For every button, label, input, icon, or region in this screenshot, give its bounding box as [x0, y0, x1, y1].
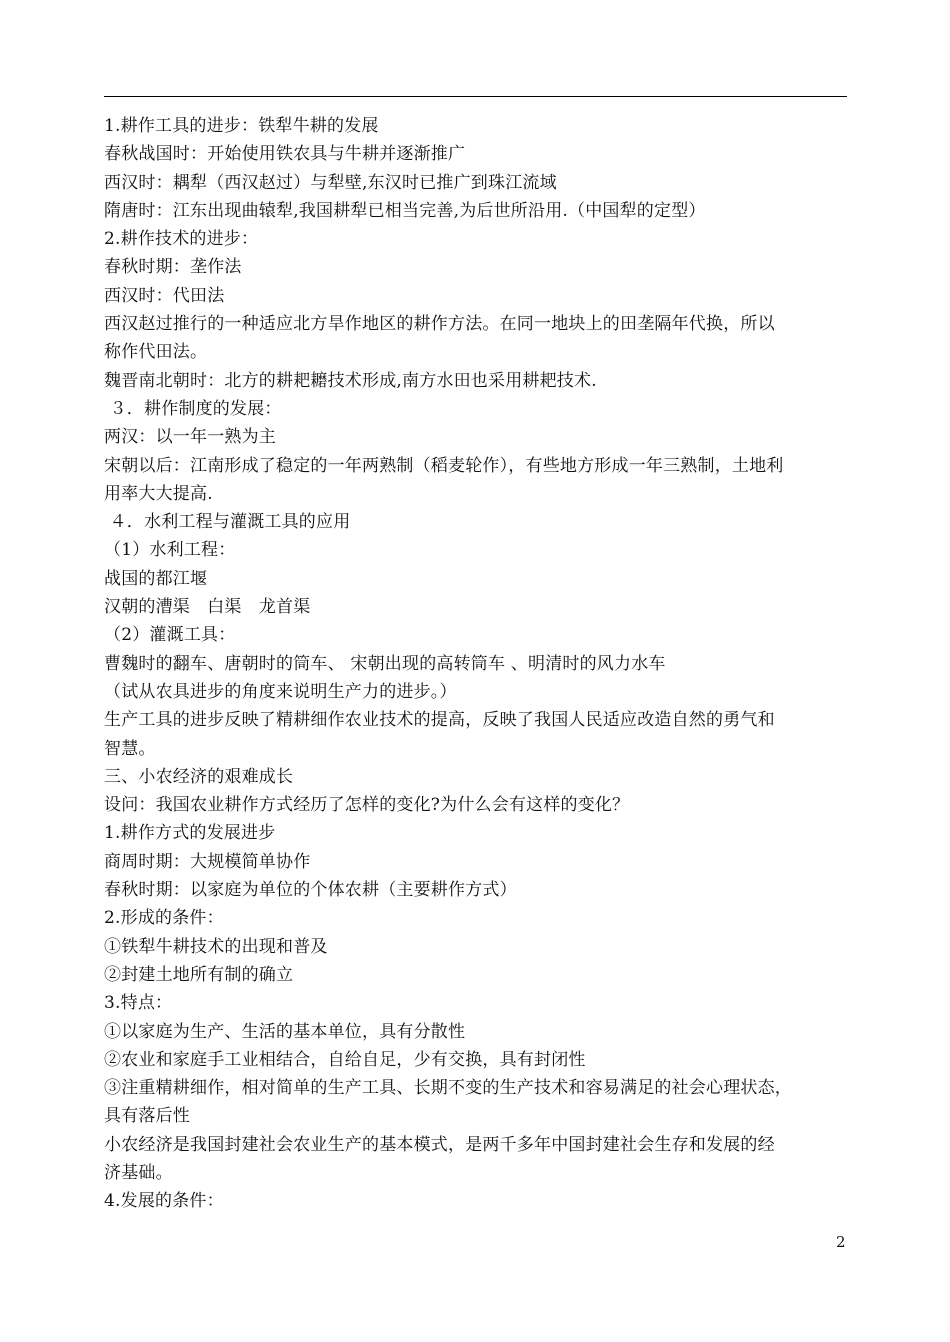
text-line: 宋朝以后：江南形成了稳定的一年两熟制（稻麦轮作），有些地方形成一年三熟制，土地利	[104, 455, 784, 476]
document-body	[104, 112, 850, 1216]
text-line: ②农业和家庭手工业相结合，自给自足，少有交换，具有封闭性	[104, 1049, 586, 1070]
text-line: 两汉：以一年一熟为主	[104, 427, 276, 448]
text-line: 具有落后性	[104, 1106, 190, 1127]
text-line: ３．耕作制度的发展：	[104, 398, 282, 419]
text-line: 春秋时期：以家庭为单位的个体农耕（主要耕作方式）	[104, 880, 517, 901]
text-line: 春秋战国时：开始使用铁农具与牛耕并逐渐推广	[104, 144, 466, 165]
text-line: （2）灌溉工具：	[104, 625, 236, 646]
text-line: 西汉时：耦犁（西汉赵过）与犁壁,东汉时已推广到珠江流域	[104, 172, 557, 193]
text-line: 智慧。	[104, 738, 156, 759]
text-line: ③注重精耕细作，相对简单的生产工具、长期不变的生产技术和容易满足的社会心理状态，	[104, 1078, 792, 1099]
text-line: ②封建土地所有制的确立	[104, 964, 294, 985]
text-line: 1.耕作方式的发展进步	[104, 823, 276, 844]
text-line: 设问：我国农业耕作方式经历了怎样的变化?为什么会有这样的变化？	[104, 795, 630, 816]
text-line: （1）水利工程：	[104, 540, 236, 561]
text-line: 生产工具的进步反映了精耕细作农业技术的提高，反映了我国人民适应改造自然的勇气和	[104, 710, 775, 731]
text-line: 小农经济是我国封建社会农业生产的基本模式，是两千多年中国封建社会生存和发展的经	[104, 1134, 775, 1155]
text-line: 春秋时期：垄作法	[104, 257, 242, 278]
text-line: 隋唐时：江东出现曲辕犁,我国耕犁已相当完善,为后世所沿用.（中国犁的定型）	[104, 200, 706, 221]
text-line: 2.耕作技术的进步：	[104, 229, 259, 250]
text-line: 商周时期：大规模简单协作	[104, 851, 311, 872]
text-line: 西汉赵过推行的一种适应北方旱作地区的耕作方法。在同一地块上的田垄隔年代换，所以	[104, 314, 775, 335]
text-line: 用率大大提高.	[104, 483, 213, 504]
text-line: （试从农具进步的角度来说明生产力的进步。）	[104, 681, 457, 702]
text-line: 2.形成的条件：	[104, 908, 224, 929]
text-line: 称作代田法。	[104, 342, 208, 363]
text-line: 魏晋南北朝时：北方的耕耙耱技术形成,南方水田也采用耕耙技术.	[104, 370, 597, 391]
text-line: 1.耕作工具的进步：铁犁牛耕的发展	[104, 116, 379, 136]
text-line: ①铁犁牛耕技术的出现和普及	[104, 936, 328, 957]
header-rule	[104, 96, 847, 97]
text-line: ４．水利工程与灌溉工具的应用	[104, 512, 351, 533]
page-number: 2	[836, 1233, 846, 1251]
text-line: 战国的都江堰	[104, 568, 208, 589]
text-line: 4.发展的条件：	[104, 1191, 224, 1212]
text-line: 3.特点：	[104, 993, 173, 1014]
text-line: 三、小农经济的艰难成长	[104, 766, 294, 787]
text-line: ①以家庭为生产、生活的基本单位，具有分散性	[104, 1021, 466, 1042]
text-line: 汉朝的漕渠 白渠 龙首渠	[104, 597, 311, 618]
text-line: 济基础。	[104, 1162, 173, 1183]
text-line: 西汉时：代田法	[104, 285, 225, 306]
text-line: 曹魏时的翻车、唐朝时的筒车、 宋朝出现的高转筒车 、明清时的风力水车	[104, 653, 666, 674]
